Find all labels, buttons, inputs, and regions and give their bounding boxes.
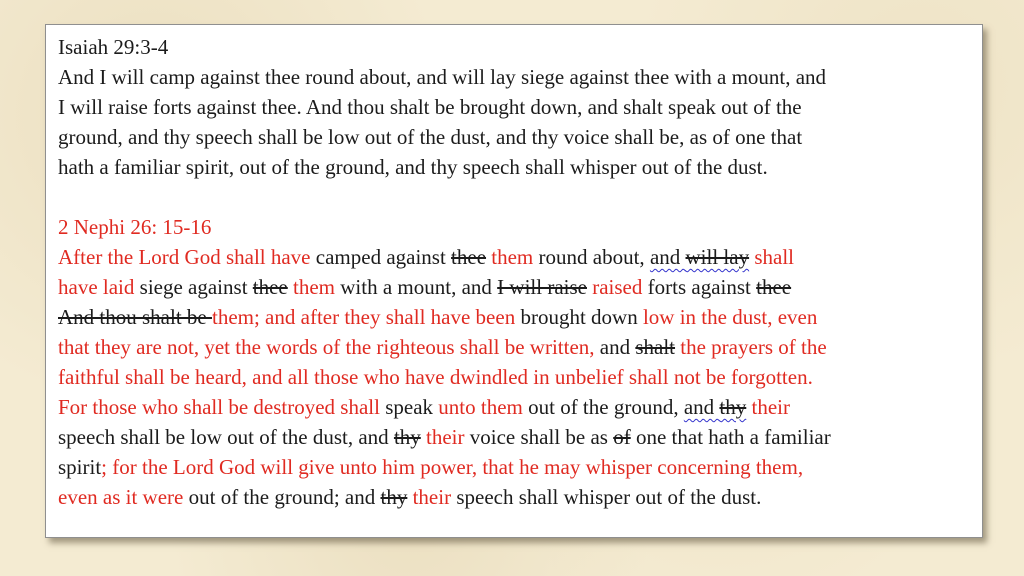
text-segment: them (293, 275, 336, 299)
text-segment: spirit (58, 455, 102, 479)
text-card (45, 24, 983, 538)
text-segment: out of the ground, (528, 395, 684, 419)
text-line (58, 422, 970, 452)
nephi-text (58, 242, 970, 512)
text-segment: thy (380, 485, 408, 509)
text-segment: out of the ground; and (188, 485, 381, 509)
struck-word: will lay (685, 245, 750, 269)
text-line (58, 452, 970, 482)
text-segment: After the Lord God shall have (58, 245, 316, 269)
isaiah-heading: Isaiah 29:3-4 (58, 35, 169, 59)
text-segment: shall (754, 245, 795, 269)
isaiah-text (58, 62, 970, 182)
text-line: hath a familiar spirit, out of the ground, and thy speech shall whisper out of the dust. (58, 155, 768, 179)
text-segment: and (683, 395, 720, 419)
text-line (58, 272, 970, 302)
text-line (58, 332, 970, 362)
text-segment: even as it were (58, 485, 189, 509)
text-segment: speech shall be low out of the dust, and (58, 425, 394, 449)
text-segment: raised (592, 275, 643, 299)
text-segment: speak (385, 395, 439, 419)
paragraph-spacer (58, 182, 970, 212)
text-segment: forts against (642, 275, 757, 299)
text-segment: and (649, 245, 686, 269)
text-segment: And thou shalt be (58, 305, 212, 329)
text-segment: with a mount, and (335, 275, 498, 299)
text-segment (719, 395, 746, 419)
text-segment: unto them (438, 395, 529, 419)
text-segment: the prayers of the (680, 335, 827, 359)
struck-word: thy (719, 395, 747, 419)
text-line (58, 242, 970, 272)
text-segment: brought down (520, 305, 643, 329)
text-segment: thee (252, 275, 288, 299)
text-segment: speech shall whisper out of the dust. (451, 485, 762, 509)
text-segment: round about, (533, 245, 650, 269)
text-segment: one that hath a familiar (630, 425, 831, 449)
text-segment (686, 245, 750, 269)
text-line: And I will camp against thee round about, and will lay siege against thee with a mount, and (58, 65, 827, 89)
text-line: ground, and thy speech shall be low out of the dust, and thy voice shall be, as of one that (58, 125, 803, 149)
nephi-heading: 2 Nephi 26: 15-16 (58, 215, 212, 239)
text-segment: their (412, 485, 452, 509)
text-segment: siege against (139, 275, 253, 299)
text-segment: them; and after they shall have been (211, 305, 521, 329)
text-segment: have laid (58, 275, 140, 299)
text-segment: that they are not, yet the words of the righteous shall be written, (58, 335, 600, 359)
text-segment: and (599, 335, 636, 359)
text-segment: I will raise (497, 275, 587, 299)
text-segment: thy (393, 425, 421, 449)
text-line (58, 392, 970, 422)
text-line: I will raise forts against thee. And thou shalt be brought down, and shalt speak out of the (58, 95, 802, 119)
text-segment: shalt (635, 335, 676, 359)
text-segment: their (751, 395, 790, 419)
text-segment: ; for the Lord God will give unto him power, that he may whisper concerning them, (101, 455, 804, 479)
text-segment: thee (756, 275, 792, 299)
text-segment: faithful shall be heard, and all those who have dwindled in unbelief shall not be forgotten. (58, 365, 813, 389)
text-segment: voice shall be as (464, 425, 614, 449)
text-line (58, 302, 970, 332)
text-line (58, 362, 970, 392)
text-segment: thee (451, 245, 487, 269)
text-segment: their (426, 425, 465, 449)
text-segment: of (613, 425, 631, 449)
text-segment: them (491, 245, 534, 269)
text-line (58, 482, 970, 512)
text-segment: low in the dust, even (642, 305, 818, 329)
text-segment: For those who shall be destroyed shall (58, 395, 386, 419)
text-segment: camped against (315, 245, 452, 269)
